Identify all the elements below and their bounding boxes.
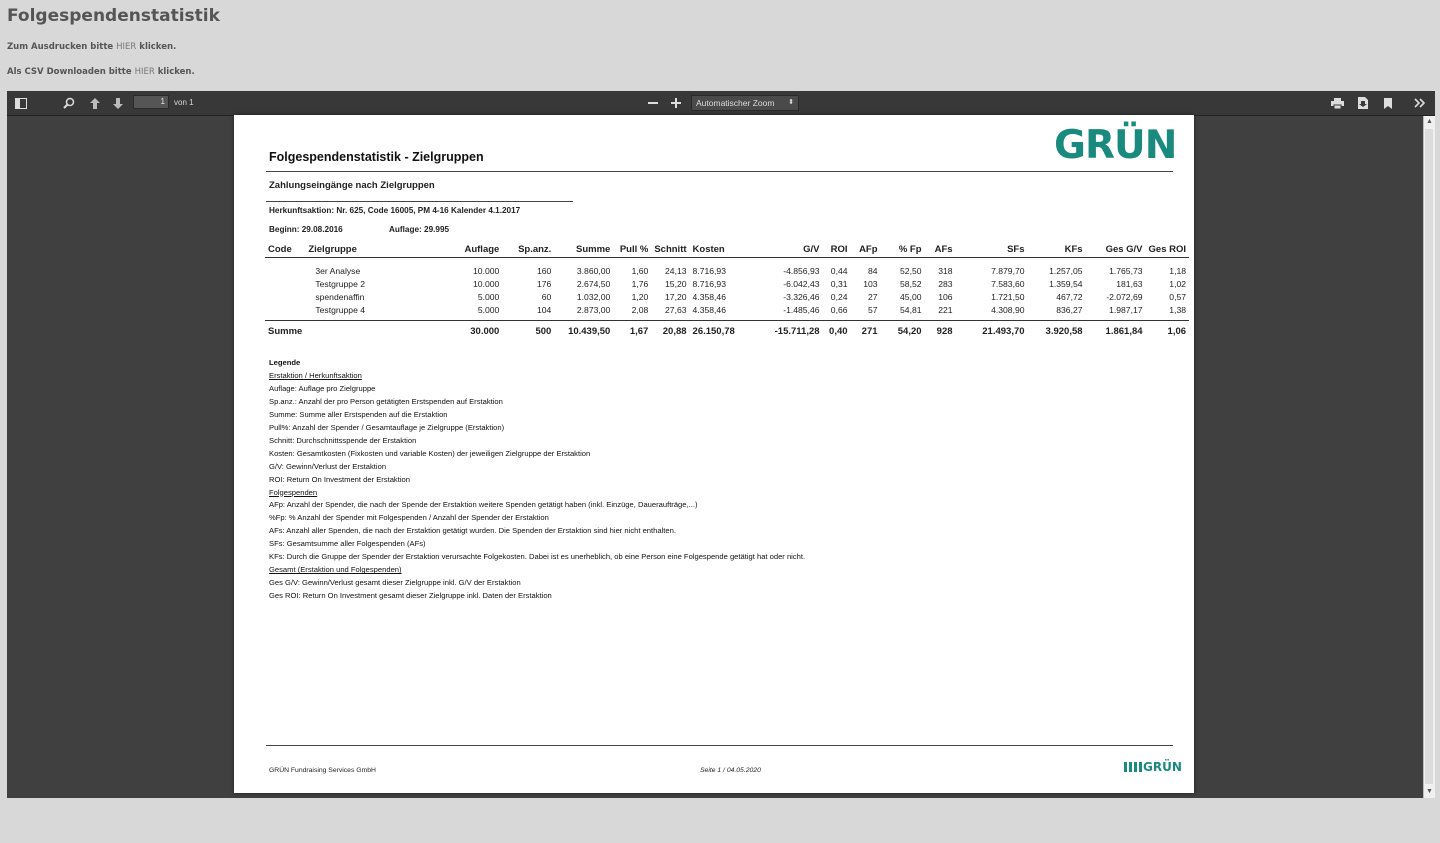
table-cell: 176 [536,278,552,289]
scroll-down-icon[interactable]: ▼ [1426,788,1433,795]
sum-cell: 21.493,70 [982,325,1025,337]
table-cell: 58,52 [900,278,922,289]
viewer-toolbar [7,91,1435,116]
table-cell: 60 [541,291,552,302]
vertical-scrollbar[interactable] [1423,116,1435,798]
next-page-icon[interactable] [110,94,126,112]
zoom-in-icon[interactable] [668,94,684,112]
print-hint [7,42,176,52]
table-cell: 1.721,50 [991,291,1025,302]
document-subtitle: Zahlungseingänge nach Zielgruppen [269,180,435,191]
legend-line: %Fp: % Anzahl der Spender mit Folgespenden / Anzahl der Spender der Erstaktion [269,513,549,523]
table-cell: 57 [867,304,878,315]
print-link[interactable]: HIER [116,42,137,52]
sum-cell: 26.150,78 [692,325,735,337]
legend-line: Ges ROI: Return On Investment gesamt dieser Zielgruppe inkl. Daten der Erstaktion [269,591,552,601]
table-cell: -4.856,93 [783,265,820,276]
footer-divider [266,745,1173,746]
table-cell: 318 [938,265,953,276]
table-cell: 10.000 [473,278,500,289]
target-group-table [265,242,1189,341]
table-cell: 7.879,70 [991,265,1025,276]
table-cell: 4.308,90 [991,304,1025,315]
sum-cell: 30.000 [470,325,500,337]
col-header: Zielgruppe [308,244,357,255]
table-row [265,264,1189,277]
table-cell: 1,02 [1169,278,1187,289]
sum-cell: 54,20 [897,325,922,337]
sum-cell: 928 [936,325,953,337]
pdf-page [234,115,1194,793]
sum-cell [305,321,427,342]
table-cell: 1.257,05 [1049,265,1083,276]
legend-line: Folgespenden [269,487,318,497]
print-hint-post: klicken. [136,42,177,52]
col-header: G/V [803,244,820,255]
table-cell: 5.000 [477,304,500,315]
table-header-row [265,242,1189,258]
legend-line: Schnitt: Durchschnittsspende der Erstaktion [269,435,417,445]
table-cell: 104 [536,304,552,315]
csv-hint-pre: Als CSV Downloaden bitte [7,67,135,77]
sum-cell: 500 [535,325,552,337]
table-cell [265,277,305,290]
print-icon[interactable] [1329,94,1345,112]
sum-cell: 3.920,58 [1045,325,1083,337]
table-cell: 10.000 [473,265,500,276]
table-cell: 1.359,54 [1049,278,1083,289]
col-header: Schnitt [654,244,687,255]
legend-line: ROI: Return On Investment der Erstaktion [269,474,410,484]
table-cell: spendenaffin [315,291,365,302]
table-cell: 1.987,17 [1109,304,1143,315]
table-cell [265,264,305,277]
col-header: AFp [859,244,878,255]
table-cell: -3.326,46 [783,291,820,302]
table-row [265,290,1189,303]
col-header: Summe [576,244,611,255]
table-cell: 0,66 [830,304,848,315]
table-cell: 0,31 [830,278,848,289]
document-title: Folgespendenstatistik - Zielgruppen [269,150,484,164]
scrollbar-thumb[interactable] [1425,129,1433,784]
table-cell: 45,00 [900,291,922,302]
zoom-select-value: Automatischer Zoom [696,98,775,108]
table-cell: 52,50 [900,265,922,276]
table-cell: 181,63 [1116,278,1143,289]
page-title: Folgespendenstatistik [7,6,220,26]
table-cell: 0,24 [830,291,848,302]
table-cell: 17,20 [665,291,687,302]
legend-line: SFs: Gesamtsumme aller Folgespenden (AFs) [269,539,426,549]
download-icon[interactable] [1355,94,1371,112]
table-cell: 1.032,00 [576,291,611,302]
table-cell: 3er Analyse [315,265,361,276]
table-cell: -2.072,69 [1106,291,1143,302]
legend-line: AFs: Anzahl aller Spenden, die nach der Erstaktion getätigt wurden. Die Spenden der Erstaktion sind hier nicht enthalten. [269,526,676,536]
table-cell: 27 [867,291,878,302]
csv-hint [7,67,195,77]
page-count: von 1 [174,98,194,107]
gruen-logo: GRÜN [1054,123,1177,168]
table-cell: 836,27 [1056,304,1083,315]
table-cell: 1,38 [1169,304,1187,315]
col-header: SFs [1007,244,1025,255]
legend-line: Gesamt (Erstaktion und Folgespenden) [269,565,402,575]
legend [269,357,805,603]
footer-company: GRÜN Fundraising Services GmbH [269,767,376,774]
col-header: % Fp [898,244,922,255]
table-cell: 160 [536,265,552,276]
table-cell: 1,20 [631,291,649,302]
table-cell: 24,13 [665,265,687,276]
origin-action: Herkunftsaktion: Nr. 625, Code 16005, PM 4-16 Kalender 4.1.2017 [269,206,521,215]
table-cell: Testgruppe 4 [315,304,366,315]
legend-line: Kosten: Gesamtkosten (Fixkosten und variable Kosten) der jeweiligen Zielgruppe der Erstaktion [269,448,591,458]
col-header: Ges G/V [1105,244,1143,255]
table-cell: 106 [938,291,953,302]
table-row [265,277,1189,290]
sum-cell: 0,40 [829,325,848,337]
legend-line: KFs: Durch die Gruppe der Spender der Erstaktion verursachte Folgekosten. Dabei ist es unerheblich, ob eine Person eine Folgespende getätigt hat oder nicht. [269,552,806,562]
csv-hint-post: klicken. [154,67,195,77]
table-cell: 1.765,73 [1109,265,1143,276]
print-hint-pre: Zum Ausdrucken bitte [7,42,117,52]
begin-date: Beginn: 29.08.2016 [269,225,343,234]
table-row [265,303,1189,316]
table-cell: -1.485,46 [783,304,820,315]
table-cell: 15,20 [665,278,687,289]
table-cell: 467,72 [1056,291,1083,302]
col-header: KFs [1064,244,1083,255]
table-cell: Testgruppe 2 [315,278,366,289]
legend-line: Summe: Summe aller Erstspenden auf die Erstaktion [269,409,448,419]
search-icon[interactable] [61,94,77,112]
previous-page-icon[interactable] [87,94,103,112]
legend-line: Legende [269,358,301,367]
legend-line: Pull%: Anzahl der Spender / Gesamtauflage je Zielgruppe (Erstaktion) [269,422,505,432]
legend-line: Sp.anz.: Anzahl der pro Person getätigten Erstspenden auf Erstaktion [269,396,503,406]
col-header: ROI [830,244,848,255]
table-cell: 2,08 [631,304,649,315]
table-cell: 8.716,93 [692,265,726,276]
col-header: Ges ROI [1148,244,1187,255]
sum-row [265,321,1189,342]
table-cell [265,290,305,303]
bookmark-icon[interactable] [1380,94,1396,112]
table-cell: 5.000 [477,291,500,302]
col-header: Sp.anz. [518,244,552,255]
table-cell [265,303,305,316]
pdf-viewer [7,91,1435,798]
csv-download-link[interactable]: HIER [134,67,155,77]
table-cell: 27,63 [665,304,687,315]
legend-line: AFp: Anzahl der Spender, die nach der Spende der Erstaktion weitere Spenden getätigt haben (inkl. Einzüge, Daueraufträge,...) [269,500,698,510]
sidebar-toggle-icon[interactable] [13,94,29,112]
col-header: Auflage [464,244,500,255]
legend-line: Ges G/V: Gewinn/Verlust gesamt dieser Zielgruppe inkl. G/V der Erstaktion [269,578,521,588]
table-cell: 2.674,50 [576,278,611,289]
legend-line: Erstaktion / Herkunftsaktion [269,370,362,380]
zoom-select[interactable] [691,95,799,111]
col-header: AFs [934,244,953,255]
table-cell: 84 [867,265,878,276]
tools-icon[interactable] [1411,94,1427,112]
table-cell: -6.042,43 [783,278,820,289]
table-cell: 1,76 [631,278,649,289]
table-cell: 4.358,46 [692,291,726,302]
table-cell: 7.583,60 [991,278,1025,289]
zoom-out-icon[interactable] [645,94,661,112]
scroll-up-icon[interactable]: ▲ [1426,118,1433,125]
legend-line: G/V: Gewinn/Verlust der Erstaktion [269,461,387,471]
table-cell: 1,18 [1169,265,1187,276]
table-cell: 221 [938,304,953,315]
logo-bars-icon [1124,762,1142,772]
sum-cell: -15.711,28 [774,325,820,337]
table-cell: 54,81 [900,304,922,315]
col-header: Code [268,244,292,255]
table-cell: 0,57 [1169,291,1187,302]
sum-cell: 1.861,84 [1105,325,1143,337]
table-cell: 283 [938,278,953,289]
sum-cell: 1,67 [629,325,649,337]
page-number-input[interactable]: 1 [133,95,169,109]
sum-cell: 1,06 [1167,325,1187,337]
table-cell: 4.358,46 [692,304,726,315]
sum-cell: 10.439,50 [568,325,611,337]
circulation: Auflage: 29.995 [389,225,450,234]
col-header: Kosten [692,244,725,255]
table-cell: 8.716,93 [692,278,726,289]
table-cell: 0,44 [830,265,848,276]
chevron-updown-icon: ⬍ [788,99,794,106]
col-header: Pull % [619,244,649,255]
legend-line: Auflage: Auflage pro Zielgruppe [269,383,376,393]
sum-cell: 271 [861,325,878,337]
table-cell: 1,60 [631,265,649,276]
table-cell: 3.860,00 [576,265,611,276]
footer-logo [1124,760,1182,774]
footer-logo-text: GRÜN [1143,760,1182,774]
title-divider [266,171,1173,172]
sum-cell: 20,88 [662,325,687,337]
sum-cell: Summe [268,325,303,337]
subtitle-divider [266,201,573,202]
table-cell: 103 [863,278,878,289]
footer-page-date: Seite 1 / 04.05.2020 [700,767,761,774]
table-cell: 2.873,00 [576,304,611,315]
